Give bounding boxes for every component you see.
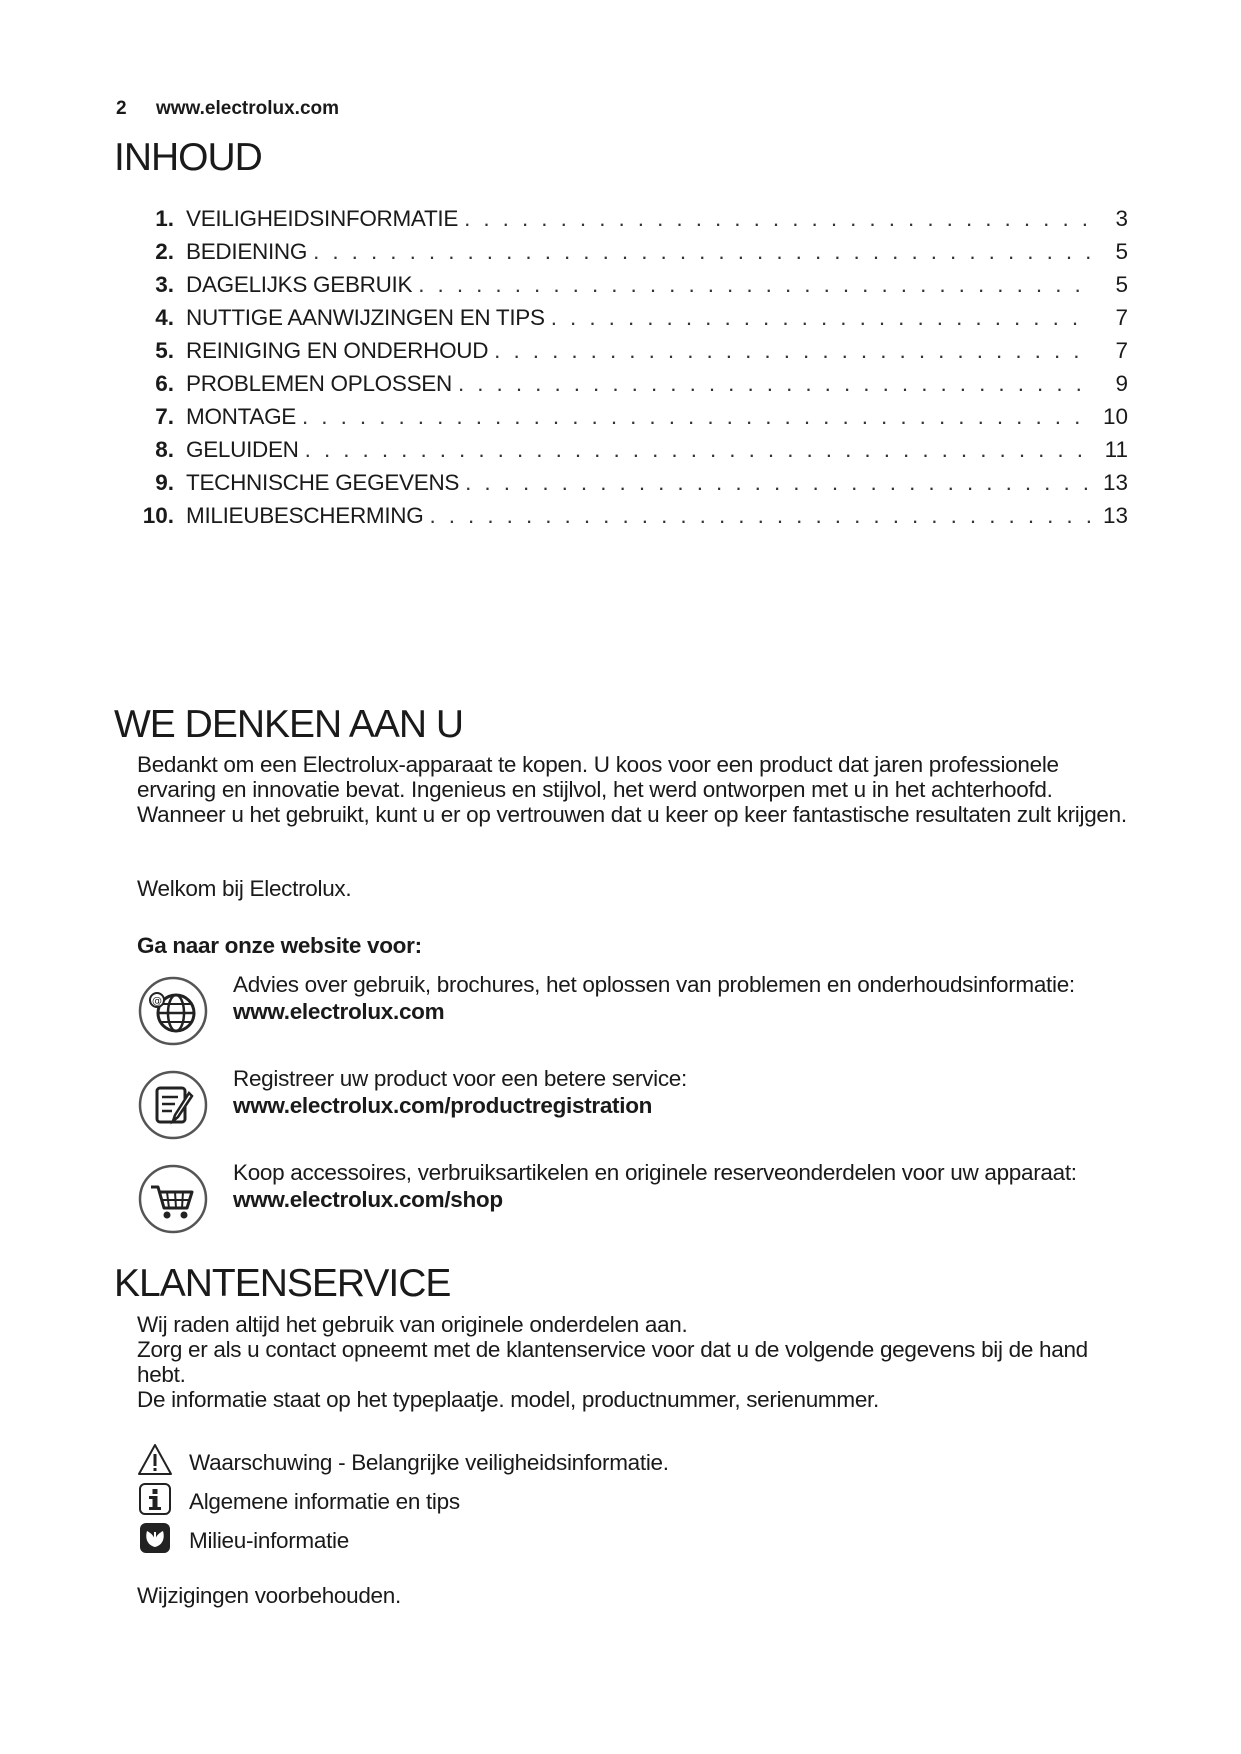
toc-item[interactable]: [130, 404, 1128, 437]
toc-item-page: 9: [1115, 371, 1128, 396]
service-description: Koop accessoires, verbruiksartikelen en originele reserveonderdelen voor uw apparaat:: [233, 1160, 1077, 1185]
klantenservice-title: KLANTENSERVICE: [114, 1262, 451, 1305]
service-text: [233, 1065, 687, 1119]
footer-note: Wijzigingen voorbehouden.: [137, 1583, 401, 1608]
environment-icon: [137, 1520, 173, 1556]
info-icon: [137, 1481, 173, 1517]
toc-item-number: 7.: [155, 404, 174, 429]
klantenservice-line: De informatie staat op het typeplaatje. model, productnummer, serienummer.: [137, 1387, 879, 1412]
service-text: [233, 971, 1075, 1025]
toc-item-page: 7: [1115, 338, 1128, 363]
toc-item-title: MONTAGE: [186, 404, 296, 429]
klantenservice-line: Zorg er als u contact opneemt met de klantenservice voor dat u de volgende gegevens bij de hand hebt.: [137, 1337, 1088, 1387]
service-link[interactable]: www.electrolux.com/shop: [233, 1187, 503, 1212]
toc-item[interactable]: [130, 470, 1128, 503]
service-item-advice: [137, 971, 1137, 1051]
toc-item[interactable]: [130, 503, 1128, 536]
toc-item-page: 5: [1115, 239, 1128, 264]
toc-item-number: 6.: [155, 371, 174, 396]
toc-item-number: 9.: [155, 470, 174, 495]
page-number: 2: [116, 98, 127, 119]
toc-item[interactable]: [130, 338, 1128, 371]
toc-item-page: 7: [1115, 305, 1128, 330]
toc-dot-leader: [458, 371, 1092, 397]
shopping-cart-icon: [137, 1163, 209, 1235]
service-description: Advies over gebruik, brochures, het oplossen van problemen en onderhoudsinformatie:: [233, 972, 1075, 997]
toc-item-title: REINIGING EN ONDERHOUD: [186, 338, 489, 363]
toc-item-page: 10: [1102, 404, 1128, 429]
toc-item[interactable]: [130, 206, 1128, 239]
toc-item-page: 5: [1115, 272, 1128, 297]
toc-dot-leader: [464, 206, 1092, 232]
website-heading: Ga naar onze website voor:: [137, 933, 422, 958]
toc-item[interactable]: [130, 371, 1128, 404]
warning-icon: [137, 1442, 173, 1478]
welcome-text: Welkom bij Electrolux.: [137, 876, 352, 901]
service-text: [233, 1159, 1077, 1213]
toc-item[interactable]: [130, 305, 1128, 338]
toc-item-number: 2.: [155, 239, 174, 264]
toc-dot-leader: [305, 437, 1092, 463]
toc-item-number: 10.: [142, 503, 174, 528]
service-link[interactable]: www.electrolux.com: [233, 999, 445, 1024]
toc-item-page: 11: [1104, 437, 1128, 462]
toc-item-title: NUTTIGE AANWIJZINGEN EN TIPS: [186, 305, 545, 330]
toc-item-number: 5.: [155, 338, 174, 363]
toc-item-title: TECHNISCHE GEGEVENS: [186, 470, 460, 495]
toc-dot-leader: [313, 239, 1092, 265]
service-item-shop: [137, 1159, 1137, 1239]
we-denken-title: WE DENKEN AAN U: [114, 703, 464, 746]
service-description: Registreer uw product voor een betere service:: [233, 1066, 687, 1091]
toc-item-page: 3: [1115, 206, 1128, 231]
toc-item-title: BEDIENING: [186, 239, 308, 264]
toc-dot-leader: [465, 470, 1092, 496]
toc-title: INHOUD: [114, 136, 262, 179]
toc-item-title: GELUIDEN: [186, 437, 299, 462]
toc-item-number: 3.: [155, 272, 174, 297]
toc-item-number: 4.: [155, 305, 174, 330]
toc-item-page: 13: [1102, 470, 1128, 495]
toc-item[interactable]: [130, 437, 1128, 470]
legend-text: Algemene informatie en tips: [189, 1489, 460, 1514]
toc-item-page: 13: [1102, 503, 1128, 528]
page-header: [116, 98, 339, 120]
service-link[interactable]: www.electrolux.com/productregistration: [233, 1093, 653, 1118]
toc-item-number: 1.: [155, 206, 174, 231]
toc-item[interactable]: [130, 272, 1128, 305]
toc-item[interactable]: [130, 239, 1128, 272]
globe-icon: [137, 975, 209, 1047]
toc-item-number: 8.: [155, 437, 174, 462]
legend-text: Waarschuwing - Belangrijke veiligheidsinformatie.: [189, 1450, 669, 1475]
toc-item-title: PROBLEMEN OPLOSSEN: [186, 371, 452, 396]
toc-dot-leader: [418, 272, 1092, 298]
klantenservice-text: [137, 1312, 1127, 1412]
klantenservice-line: Wij raden altijd het gebruik van originele onderdelen aan.: [137, 1312, 688, 1337]
toc-dot-leader: [551, 305, 1092, 331]
legend-text: Milieu-informatie: [189, 1528, 349, 1553]
registration-icon: [137, 1069, 209, 1141]
toc-dot-leader: [429, 503, 1092, 529]
intro-paragraph: Bedankt om een Electrolux-apparaat te kopen. U koos voor een product dat jaren professionele ervaring en innovatie bevat. Ingenieus en stijlvol, het werd ontworpen met u in het achterhoofd. Wanneer u het gebruikt, kunt u er op vertrouwen dat u keer op keer fantastische resultaten zult krijgen.: [137, 752, 1127, 827]
toc-item-title: MILIEUBESCHERMING: [186, 503, 424, 528]
service-item-registration: [137, 1065, 1137, 1145]
toc-dot-leader: [494, 338, 1092, 364]
table-of-contents: [130, 206, 1128, 536]
header-url[interactable]: www.electrolux.com: [156, 98, 340, 119]
toc-dot-leader: [302, 404, 1092, 430]
svg-text:@: @: [152, 996, 162, 1007]
toc-item-title: DAGELIJKS GEBRUIK: [186, 272, 413, 297]
toc-item-title: VEILIGHEIDSINFORMATIE: [186, 206, 459, 231]
